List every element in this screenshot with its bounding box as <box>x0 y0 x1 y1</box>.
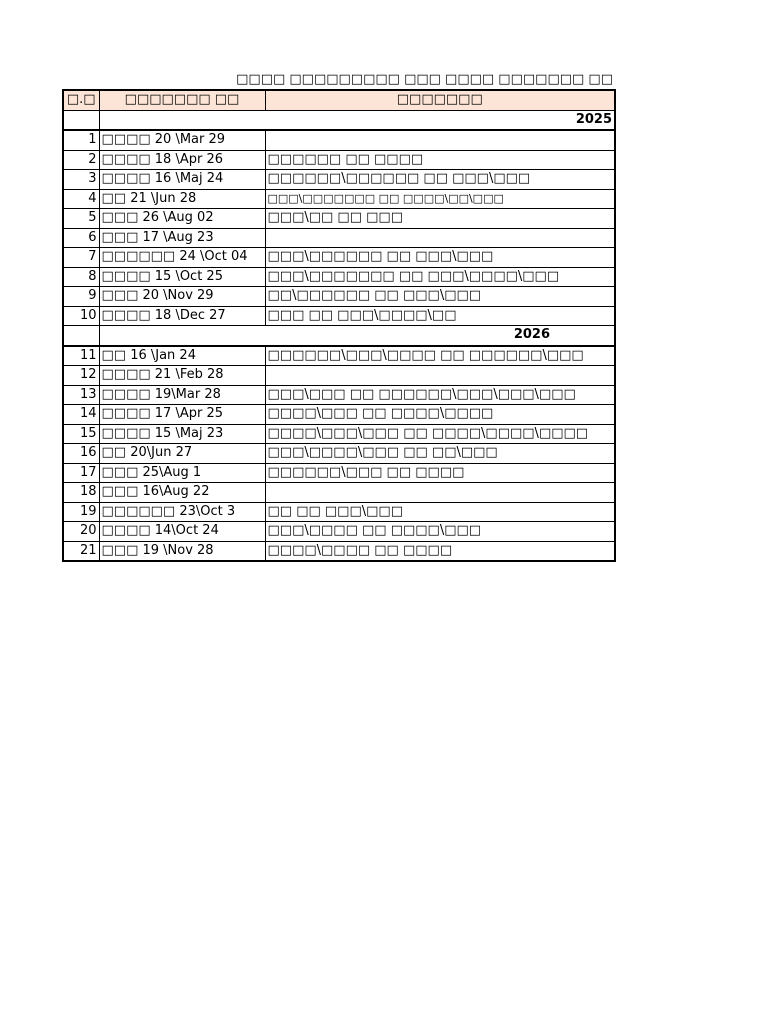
table-row <box>63 385 615 405</box>
table-row <box>63 444 615 464</box>
row-location: □□□\□□□□□□□ □□ □□□□\□□\□□□ <box>265 189 615 209</box>
row-number: 9 <box>63 287 99 307</box>
header-location: □□□□□□□ <box>265 90 615 110</box>
row-date: □□ 16 \Jan 24 <box>99 346 265 366</box>
row-date: □□□□ 14\Oct 24 <box>99 522 265 542</box>
table-row <box>63 366 615 386</box>
row-location: □□□ □□ □□□\□□□□\□□ <box>265 306 615 326</box>
row-number: 7 <box>63 248 99 268</box>
table-row <box>63 189 615 209</box>
table-row <box>63 170 615 190</box>
row-date: □□□ 19 \Nov 28 <box>99 541 265 561</box>
table-row <box>63 522 615 542</box>
row-date: □□□□ 21 \Feb 28 <box>99 366 265 386</box>
row-date: □□□□ 18 \Dec 27 <box>99 306 265 326</box>
schedule-table <box>62 89 616 562</box>
row-number: 20 <box>63 522 99 542</box>
row-number: 18 <box>63 483 99 503</box>
row-number: 16 <box>63 444 99 464</box>
row-number: 14 <box>63 405 99 425</box>
row-location <box>265 366 615 386</box>
row-location <box>265 228 615 248</box>
row-number: 2 <box>63 150 99 170</box>
table-row <box>63 541 615 561</box>
row-location: □□□\□□□□□□ □□ □□□\□□□ <box>265 248 615 268</box>
row-date: □□□□ 17 \Apr 25 <box>99 405 265 425</box>
row-number: 5 <box>63 209 99 229</box>
row-location: □□□□□□\□□□\□□□□ □□ □□□□□□\□□□ <box>265 346 615 366</box>
table-row <box>63 267 615 287</box>
row-date: □□□□ 20 \Mar 29 <box>99 130 265 150</box>
row-number: 21 <box>63 541 99 561</box>
row-number: 13 <box>63 385 99 405</box>
table-row <box>63 346 615 366</box>
row-number: 12 <box>63 366 99 386</box>
row-location: □□ □□ □□□\□□□ <box>265 502 615 522</box>
row-date: □□□ 16\Aug 22 <box>99 483 265 503</box>
row-location <box>265 130 615 150</box>
table-row <box>63 130 615 150</box>
table-row <box>63 150 615 170</box>
table-row <box>63 248 615 268</box>
row-number: 17 <box>63 463 99 483</box>
row-location: □□□□□□\□□□ □□ □□□□ <box>265 463 615 483</box>
row-location: □□□\□□□□ □□ □□□□\□□□ <box>265 522 615 542</box>
header-row <box>63 90 615 110</box>
table-row <box>63 463 615 483</box>
row-number: 11 <box>63 346 99 366</box>
row-date: □□□□ 18 \Apr 26 <box>99 150 265 170</box>
row-number: 10 <box>63 306 99 326</box>
row-date: □□□□ 15 \Oct 25 <box>99 267 265 287</box>
row-location: □□□□\□□□ □□ □□□□\□□□□ <box>265 405 615 425</box>
table-row <box>63 502 615 522</box>
row-date: □□□□□□ 23\Oct 3 <box>99 502 265 522</box>
table-row <box>63 424 615 444</box>
year-row-blank <box>63 326 99 346</box>
table-row <box>63 287 615 307</box>
year-row <box>63 326 615 346</box>
table-row <box>63 483 615 503</box>
row-location: □□□□\□□□\□□□ □□ □□□□\□□□□\□□□□ <box>265 424 615 444</box>
row-number: 6 <box>63 228 99 248</box>
header-num: □.□ <box>63 90 99 110</box>
row-location: □□□□□□\□□□□□□ □□ □□□\□□□ <box>265 170 615 190</box>
row-date: □□□ 26 \Aug 02 <box>99 209 265 229</box>
row-location: □□□\□□□□\□□□ □□ □□\□□□ <box>265 444 615 464</box>
row-location: □□□□\□□□□ □□ □□□□ <box>265 541 615 561</box>
row-date: □□ 21 \Jun 28 <box>99 189 265 209</box>
table-row <box>63 306 615 326</box>
row-date: □□□ 17 \Aug 23 <box>99 228 265 248</box>
row-date: □□□□ 19\Mar 28 <box>99 385 265 405</box>
row-number: 15 <box>63 424 99 444</box>
year-row <box>63 110 615 130</box>
row-date: □□□□ 15 \Maj 23 <box>99 424 265 444</box>
row-date: □□□ 25\Aug 1 <box>99 463 265 483</box>
table-row <box>63 405 615 425</box>
row-number: 1 <box>63 130 99 150</box>
row-date: □□□□□□ 24 \Oct 04 <box>99 248 265 268</box>
row-date: □□ 20\Jun 27 <box>99 444 265 464</box>
sheet-title: □□□□ □□□□□□□□□ □□□ □□□□ □□□□□□□ □□ <box>236 72 613 87</box>
row-number: 8 <box>63 267 99 287</box>
header-date: □□□□□□□ □□ <box>99 90 265 110</box>
row-number: 3 <box>63 170 99 190</box>
row-location <box>265 483 615 503</box>
row-date: □□□ 20 \Nov 29 <box>99 287 265 307</box>
row-location: □□\□□□□□□ □□ □□□\□□□ <box>265 287 615 307</box>
row-number: 19 <box>63 502 99 522</box>
row-date: □□□□ 16 \Maj 24 <box>99 170 265 190</box>
row-number: 4 <box>63 189 99 209</box>
year-label: 2025 <box>99 110 615 130</box>
row-location: □□□\□□ □□ □□□ <box>265 209 615 229</box>
table-row <box>63 209 615 229</box>
row-location: □□□□□□ □□ □□□□ <box>265 150 615 170</box>
row-location: □□□\□□□ □□ □□□□□□\□□□\□□□\□□□ <box>265 385 615 405</box>
table-row <box>63 228 615 248</box>
year-row-blank <box>63 110 99 130</box>
row-location: □□□\□□□□□□□ □□ □□□\□□□□\□□□ <box>265 267 615 287</box>
year-label: 2026 <box>99 326 615 346</box>
